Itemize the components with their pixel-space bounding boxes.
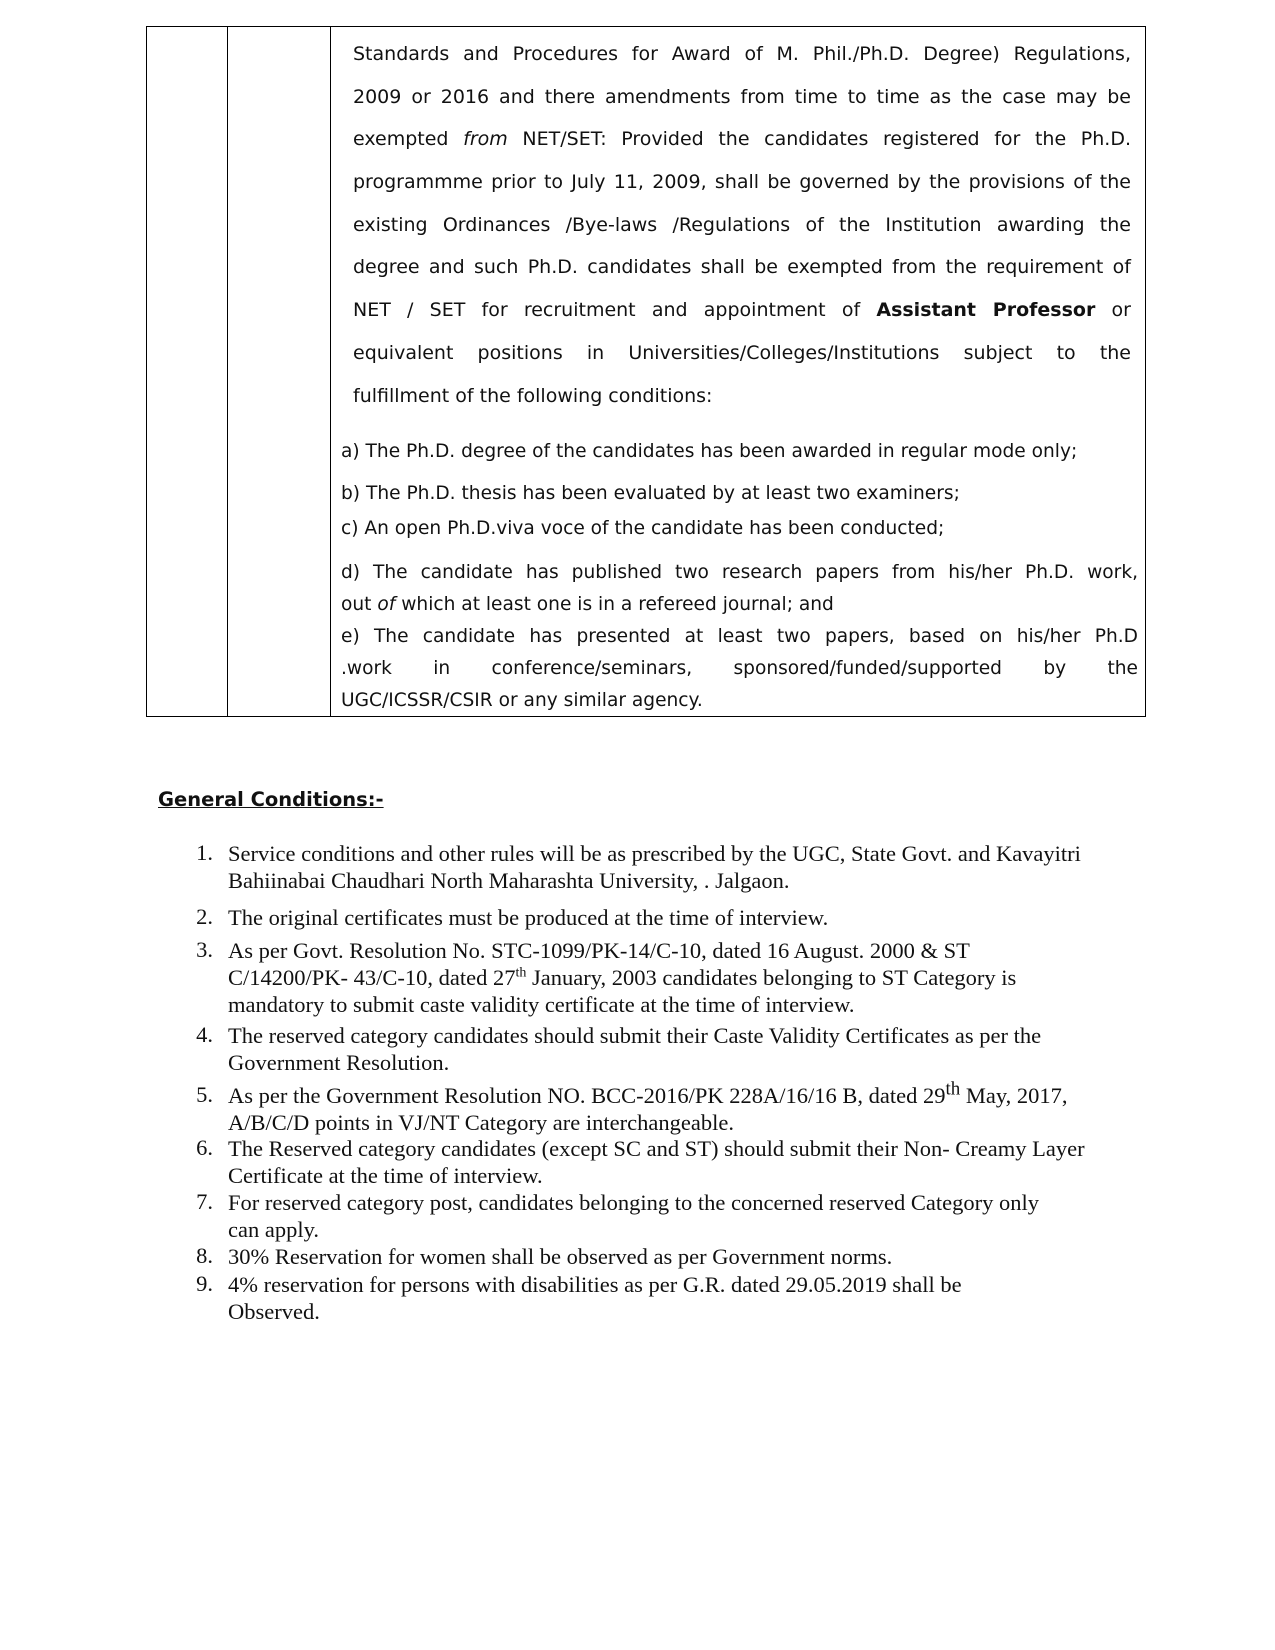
list-number: 8. xyxy=(196,1243,213,1268)
paragraph-line: 2009 or 2016 and there amendments from time to time as the case may be xyxy=(353,85,1131,108)
paragraph-text: or xyxy=(1111,299,1131,322)
list-item-text: 30% Reservation for women shall be observed as per Government norms. xyxy=(228,1244,893,1269)
italic-text: from xyxy=(463,128,508,151)
list-item-text: Government Resolution. xyxy=(228,1050,450,1075)
condition-c: c) An open Ph.D.viva voce of the candidate has been conducted; xyxy=(341,518,945,539)
condition-d-line-2 xyxy=(341,590,1138,620)
list-item-text: The original certificates must be produced at the time of interview. xyxy=(228,905,829,930)
text-segment: As per the Government Resolution NO. BCC-2016/PK 228A/16/16 B, dated 29 xyxy=(228,1083,946,1108)
list-number: 5. xyxy=(196,1082,213,1107)
list-item-text: mandatory to submit caste validity certificate at the time of interview. xyxy=(228,992,855,1017)
exemption-paragraph xyxy=(353,33,1131,417)
list-item-text xyxy=(228,1078,1128,1109)
list-number: 9. xyxy=(196,1271,213,1296)
list-item-text: For reserved category post, candidates belonging to the concerned reserved Category only xyxy=(228,1190,1039,1215)
table-column-divider xyxy=(227,27,228,716)
condition-b: b) The Ph.D. thesis has been evaluated by at least two examiners; xyxy=(341,483,960,504)
text-segment: May, 2017, xyxy=(960,1083,1068,1108)
text-segment: C/14200/PK- 43/C-10, dated 27 xyxy=(228,965,516,990)
superscript: th xyxy=(515,965,527,981)
paragraph-line: Standards and Procedures for Award of M. Phil./Ph.D. Degree) Regulations, xyxy=(353,43,1131,65)
list-number: 3. xyxy=(196,937,213,962)
condition-a: a) The Ph.D. degree of the candidates has been awarded in regular mode only; xyxy=(341,441,1078,462)
list-item-text: Certificate at the time of interview. xyxy=(228,1163,543,1188)
list-number: 2. xyxy=(196,904,213,929)
paragraph-line: fulfillment of the following conditions: xyxy=(353,384,713,407)
list-item-text: Observed. xyxy=(228,1299,320,1324)
paragraph-line xyxy=(353,118,1131,161)
paragraph-line: degree and such Ph.D. candidates shall be exempted from the requirement of xyxy=(353,256,1131,279)
text-segment: January, 2003 candidates belonging to ST Category is xyxy=(526,965,1017,990)
eligibility-table xyxy=(146,26,1146,717)
paragraph-text: NET / SET for recruitment and appointment of xyxy=(353,299,861,322)
table-column-divider xyxy=(330,27,331,716)
list-number: 6. xyxy=(196,1135,213,1160)
condition-text: which at least one is in a refereed journal; and xyxy=(395,594,834,615)
condition-text: out xyxy=(341,594,378,615)
list-item-text: A/B/C/D points in VJ/NT Category are interchangeable. xyxy=(228,1110,734,1135)
paragraph-text: NET/SET: Provided the candidates registered for the Ph.D. xyxy=(522,128,1132,151)
superscript: th xyxy=(945,1078,961,1100)
list-item-text: The reserved category candidates should submit their Caste Validity Certificates as per the xyxy=(228,1023,1042,1048)
list-number: 1. xyxy=(196,840,213,865)
condition-e-line-1: e) The candidate has presented at least two papers, based on his/her Ph.D xyxy=(341,626,1138,647)
paragraph-line: equivalent positions in Universities/Colleges/Institutions subject to the xyxy=(353,341,1131,364)
condition-d-line-1: d) The candidate has published two research papers from his/her Ph.D. work, xyxy=(341,562,1138,583)
paragraph-line: existing Ordinances /Bye-laws /Regulations of the Institution awarding the xyxy=(353,213,1131,236)
list-number: 4. xyxy=(196,1022,213,1047)
list-item-text: can apply. xyxy=(228,1217,319,1242)
italic-text: of xyxy=(377,594,396,615)
paragraph-line xyxy=(353,289,1131,332)
list-item-text: 4% reservation for persons with disabilities as per G.R. dated 29.05.2019 shall be xyxy=(228,1272,962,1297)
condition-e-line-3: UGC/ICSSR/CSIR or any similar agency. xyxy=(341,690,703,711)
list-item-text: As per Govt. Resolution No. STC-1099/PK-14/C-10, dated 16 August. 2000 & ST xyxy=(228,938,970,963)
condition-e-line-2: .work in conference/seminars, sponsored/funded/supported by the xyxy=(341,658,1138,679)
list-item-text: Service conditions and other rules will be as prescribed by the UGC, State Govt. and Kavayitri xyxy=(228,841,1081,866)
general-conditions-heading: General Conditions:- xyxy=(158,788,384,811)
paragraph-line: programmme prior to July 11, 2009, shall be governed by the provisions of the xyxy=(353,171,1131,194)
list-item-text: Bahiinabai Chaudhari North Maharashta University, . Jalgaon. xyxy=(228,868,790,893)
list-number: 7. xyxy=(196,1189,213,1214)
bold-text: Assistant Professor xyxy=(876,299,1096,322)
list-item-text: The Reserved category candidates (except SC and ST) should submit their Non- Creamy Layer xyxy=(228,1136,1085,1161)
list-item-text xyxy=(228,964,1128,991)
paragraph-text: exempted xyxy=(353,128,449,151)
